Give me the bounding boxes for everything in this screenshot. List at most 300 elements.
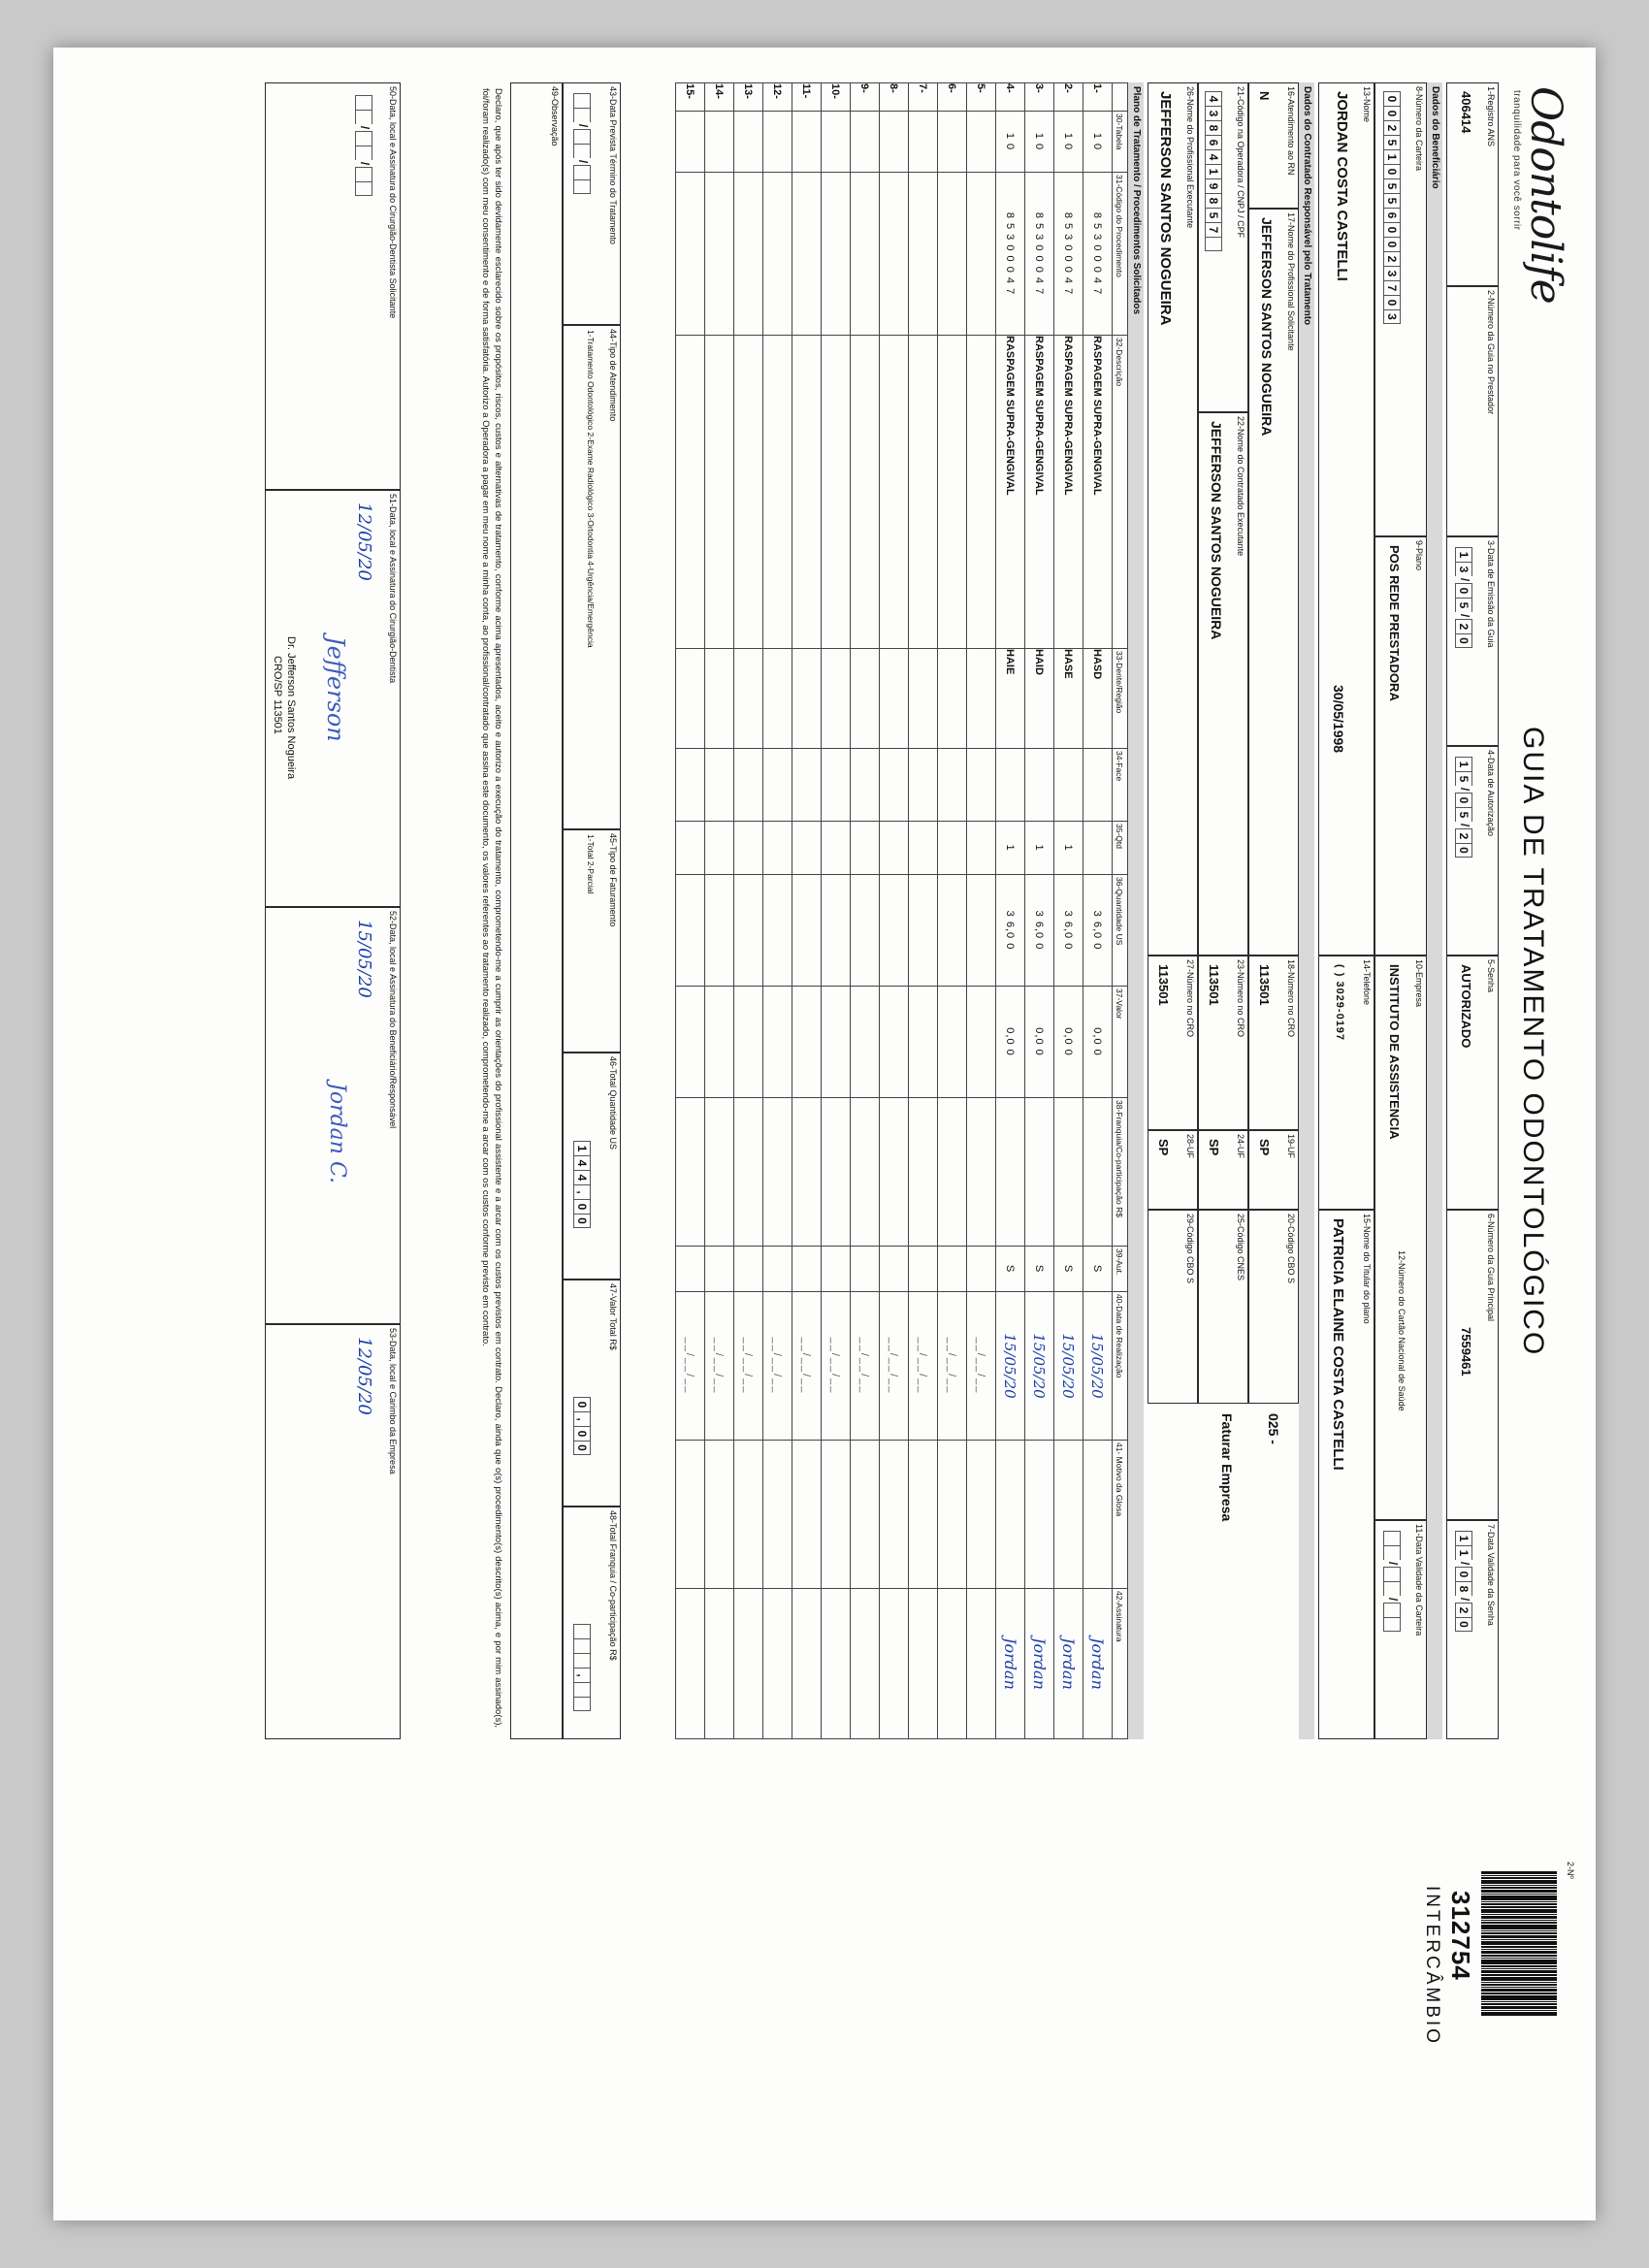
field-label: 29-Código CBO S — [1185, 1214, 1195, 1284]
cell-franquia — [880, 1098, 909, 1247]
field-value: 1 1 / 0 8 / 2 0 — [1455, 1531, 1472, 1632]
cell-tabela — [792, 112, 822, 173]
field-label: 3-Data de Emissão da Guia — [1486, 540, 1496, 648]
cell-assinatura: Jordan — [1083, 1589, 1113, 1739]
cell-aut: S — [996, 1247, 1025, 1292]
cell-descricao — [822, 336, 851, 649]
cell-franquia — [792, 1098, 822, 1247]
field-label: 46-Total Quantidade US — [608, 1056, 618, 1150]
field-label: 28-UF — [1185, 1134, 1195, 1159]
field-label: 48-Total Franquia / Co-participação R$ — [608, 1510, 618, 1661]
section-title-contratado: Dados do Contratado Responsável pelo Tratamento — [1302, 86, 1312, 326]
cell-face — [1083, 749, 1113, 822]
cell-face — [822, 749, 851, 822]
field-data-emissao — [1446, 536, 1499, 746]
cell-us — [938, 875, 967, 987]
handwritten-date: 12/05/20 — [354, 1337, 374, 1415]
field-atendimento-rn — [1248, 82, 1299, 209]
cell-motivo-glosa — [676, 1441, 705, 1589]
table-row — [705, 83, 734, 1739]
field-profissional-solicitante — [1248, 209, 1299, 956]
cell-assinatura — [676, 1589, 705, 1739]
cell-codigo — [880, 173, 909, 336]
field-label: 43-Data Prevista Término do Tratamento — [608, 86, 618, 244]
stamp-name: Dr. Jefferson Santos Nogueira — [285, 636, 297, 780]
exchange-label: INTERCÂMBIO — [1422, 1886, 1442, 2046]
cell-descricao — [880, 336, 909, 649]
cell-assinatura — [763, 1589, 792, 1739]
cell-franquia — [996, 1098, 1025, 1247]
field-plan-code-area — [1248, 1404, 1299, 1739]
cell-valor — [880, 987, 909, 1098]
cell-us — [705, 875, 734, 987]
cell-valor: 0,0 0 — [1025, 987, 1054, 1098]
cell-us: 3 6,0 0 — [1054, 875, 1083, 987]
cell-franquia — [705, 1098, 734, 1247]
table-header-row — [1113, 83, 1128, 1739]
cell-face — [792, 749, 822, 822]
barcode — [1481, 1871, 1557, 2017]
cell-qtd: 1 — [1025, 822, 1054, 875]
field-label: 17-Nome do Profissional Solicitante — [1286, 212, 1296, 351]
field-label: 11-Data Validade da Carteira — [1414, 1524, 1424, 1636]
cell-franquia — [1025, 1098, 1054, 1247]
row-index: 15- — [676, 83, 705, 112]
field-value: 113501 — [1257, 964, 1272, 1006]
cell-valor — [822, 987, 851, 1098]
cell-descricao — [763, 336, 792, 649]
cell-descricao — [705, 336, 734, 649]
field-validade-carteira — [1374, 1520, 1427, 1739]
cell-us — [909, 875, 938, 987]
cell-franquia — [734, 1098, 763, 1247]
field-data-termino — [563, 82, 621, 325]
cell-valor — [676, 987, 705, 1098]
cell-tabela: 1 0 — [1083, 112, 1113, 173]
cell-tabela — [880, 112, 909, 173]
cell-tabela — [676, 112, 705, 173]
field-label: 23-Número no CRO — [1236, 959, 1245, 1038]
field-label: 27-Número no CRO — [1185, 959, 1195, 1038]
cell-tabela: 1 0 — [1025, 112, 1054, 173]
table-row — [822, 83, 851, 1739]
cell-face — [909, 749, 938, 822]
cell-motivo-glosa — [822, 1441, 851, 1589]
cell-data-realizacao: __/__/__ — [676, 1292, 705, 1441]
cell-us — [792, 875, 822, 987]
cell-motivo-glosa — [909, 1441, 938, 1589]
cell-motivo-glosa — [880, 1441, 909, 1589]
field-label: 26-Nome do Profissional Executante — [1185, 86, 1195, 229]
section-band — [1427, 82, 1442, 1739]
field-total-franquia — [563, 1507, 621, 1739]
col-data-realizacao: 40-Data de Realização — [1113, 1292, 1128, 1441]
table-row — [1025, 83, 1054, 1739]
cell-qtd — [909, 822, 938, 875]
cell-us — [822, 875, 851, 987]
field-label: 18-Número no CRO — [1286, 959, 1296, 1038]
field-label: 47-Valor Total R$ — [608, 1283, 618, 1350]
cell-aut — [676, 1247, 705, 1292]
field-cnes — [1198, 1210, 1248, 1404]
cell-dente: HASE — [1054, 649, 1083, 749]
cell-motivo-glosa — [792, 1441, 822, 1589]
field-value: SP — [1257, 1139, 1272, 1156]
row-index: 4- — [996, 83, 1025, 112]
procedures-table — [675, 82, 1128, 1739]
field-label: 9-Plano — [1414, 540, 1424, 571]
table-row — [909, 83, 938, 1739]
field-value: 1 4 4 , 0 0 — [573, 1141, 591, 1228]
section-band — [1128, 82, 1144, 1739]
cell-us — [763, 875, 792, 987]
row-index: 7- — [909, 83, 938, 112]
field-value: SP — [1207, 1139, 1221, 1156]
cell-dente — [676, 649, 705, 749]
row-index: 5- — [967, 83, 996, 112]
cell-dente — [792, 649, 822, 749]
cell-assinatura — [909, 1589, 938, 1739]
col-dente: 33-Dente/Região — [1113, 649, 1128, 749]
field-value: SP — [1156, 1139, 1171, 1156]
row-index: 3- — [1025, 83, 1054, 112]
row-index: 14- — [705, 83, 734, 112]
cell-data-realizacao: __/__/__ — [851, 1292, 880, 1441]
cell-codigo — [938, 173, 967, 336]
cell-dente — [938, 649, 967, 749]
col-aut: 39-Aut. — [1113, 1247, 1128, 1292]
field-value: PATRICIA ELAINE COSTA CASTELLI — [1330, 1218, 1346, 1471]
cell-codigo: 8 5 3 0 0 0 4 7 — [1083, 173, 1113, 336]
field-senha — [1446, 956, 1499, 1210]
field-label: 5-Senha — [1486, 959, 1496, 993]
field-numero-guia-principal — [1446, 1210, 1499, 1520]
table-row — [763, 83, 792, 1739]
cell-dente: HASD — [1083, 649, 1113, 749]
field-validade-senha — [1446, 1520, 1499, 1739]
signature-dentist: Jefferson — [322, 636, 349, 742]
cell-face — [851, 749, 880, 822]
page-title: GUIA DE TRATAMENTO ODONTOLÓGICO — [1517, 727, 1549, 1357]
field-valor-total — [563, 1280, 621, 1507]
cell-motivo-glosa — [763, 1441, 792, 1589]
cell-aut: S — [1083, 1247, 1113, 1292]
cell-dente: HAID — [1025, 649, 1054, 749]
cell-assinatura — [851, 1589, 880, 1739]
cell-motivo-glosa — [938, 1441, 967, 1589]
field-label: 6-Número da Guia Principal — [1486, 1214, 1496, 1322]
cell-dente — [822, 649, 851, 749]
field-observacao — [510, 82, 563, 1739]
billing-note: Faturar Empresa — [1219, 1413, 1235, 1522]
row-index: 11- — [792, 83, 822, 112]
cell-assinatura — [967, 1589, 996, 1739]
cell-assinatura — [822, 1589, 851, 1739]
field-uf-executante — [1198, 1130, 1248, 1210]
row-index: 8- — [880, 83, 909, 112]
cell-us — [880, 875, 909, 987]
field-value: INSTITUTO DE ASSISTENCIA — [1387, 964, 1402, 1140]
cell-dente — [967, 649, 996, 749]
cell-tabela — [909, 112, 938, 173]
cell-data-realizacao: __/__/__ — [792, 1292, 822, 1441]
field-assinatura-dentista — [265, 490, 401, 907]
field-value: N — [1257, 91, 1272, 101]
cell-aut — [763, 1247, 792, 1292]
cell-valor: 0,0 0 — [996, 987, 1025, 1098]
field-assinatura-solicitante — [265, 82, 401, 490]
field-profissional-executante — [1148, 82, 1198, 956]
cell-qtd: 1 — [1054, 822, 1083, 875]
cell-codigo — [763, 173, 792, 336]
cell-valor — [734, 987, 763, 1098]
cell-descricao: RASPAGEM SUPRA-GENGIVAL — [1025, 336, 1054, 649]
cell-codigo: 8 5 3 0 0 0 4 7 — [996, 173, 1025, 336]
cell-face — [880, 749, 909, 822]
field-cro-executante — [1198, 956, 1248, 1130]
cell-data-realizacao: 15/05/20 — [1083, 1292, 1113, 1441]
field-value: JORDAN COSTA CASTELLI — [1334, 91, 1350, 281]
field-value: JEFFERSON SANTOS NOGUEIRA — [1259, 217, 1275, 437]
cell-descricao — [909, 336, 938, 649]
field-value: 1 5 / 0 5 / 2 0 — [1455, 757, 1472, 858]
cell-descricao: RASPAGEM SUPRA-GENGIVAL — [1054, 336, 1083, 649]
field-value: 4 3 8 6 4 1 9 8 5 7 — [1205, 91, 1222, 251]
guide-number: 312754 — [1446, 1891, 1475, 1981]
field-value: 1 3 / 0 5 / 2 0 — [1455, 547, 1472, 648]
cell-aut: S — [1054, 1247, 1083, 1292]
field-contratado-executante — [1198, 412, 1248, 956]
field-numero-guia-prestador — [1446, 286, 1499, 536]
field-value: / / — [1383, 1531, 1401, 1632]
row-index: 12- — [763, 83, 792, 112]
section-band — [1299, 82, 1314, 1739]
cell-descricao — [734, 336, 763, 649]
cell-qtd — [705, 822, 734, 875]
cell-assinatura — [938, 1589, 967, 1739]
field-value: JEFFERSON SANTOS NOGUEIRA — [1157, 91, 1174, 326]
cell-aut — [880, 1247, 909, 1292]
cell-assinatura: Jordan — [1054, 1589, 1083, 1739]
cell-aut — [705, 1247, 734, 1292]
col-codigo: 31-Código do Procedimento — [1113, 173, 1128, 336]
table-row — [676, 83, 705, 1739]
cell-tabela: 1 0 — [1054, 112, 1083, 173]
cell-motivo-glosa — [851, 1441, 880, 1589]
cell-face — [967, 749, 996, 822]
table-row — [734, 83, 763, 1739]
cell-dente — [880, 649, 909, 749]
handwritten-date: 12/05/20 — [354, 502, 374, 581]
field-value: ( ) 3029-0197 — [1334, 964, 1345, 1042]
cell-dente: HAIE — [996, 649, 1025, 749]
cell-descricao — [792, 336, 822, 649]
table-row — [938, 83, 967, 1739]
cell-valor — [851, 987, 880, 1098]
cell-valor — [792, 987, 822, 1098]
table-row — [967, 83, 996, 1739]
cell-qtd — [880, 822, 909, 875]
cell-us — [734, 875, 763, 987]
cell-data-realizacao: __/__/__ — [880, 1292, 909, 1441]
cell-codigo — [851, 173, 880, 336]
field-cro-profissional — [1148, 956, 1198, 1130]
cell-data-realizacao: __/__/__ — [938, 1292, 967, 1441]
cell-us — [676, 875, 705, 987]
cell-codigo — [734, 173, 763, 336]
cell-franquia — [763, 1098, 792, 1247]
cell-tabela — [705, 112, 734, 173]
cell-valor — [705, 987, 734, 1098]
cell-dente — [705, 649, 734, 749]
cell-tabela — [851, 112, 880, 173]
field-label: 15-Nome do Titular do plano — [1362, 1214, 1372, 1324]
legal-block — [404, 82, 510, 1739]
col-face: 34-Face — [1113, 749, 1128, 822]
cell-franquia — [967, 1098, 996, 1247]
plan-code: 025 - — [1266, 1413, 1281, 1444]
cell-dente — [851, 649, 880, 749]
field-uf-profissional — [1148, 1130, 1198, 1210]
cell-assinatura — [792, 1589, 822, 1739]
cell-codigo — [822, 173, 851, 336]
cell-data-realizacao: 15/05/20 — [996, 1292, 1025, 1441]
cell-valor — [938, 987, 967, 1098]
cell-codigo: 8 5 3 0 0 0 4 7 — [1054, 173, 1083, 336]
field-value: AUTORIZADO — [1459, 964, 1473, 1049]
table-row — [792, 83, 822, 1739]
row-index: 13- — [734, 83, 763, 112]
field-data-autorizacao — [1446, 746, 1499, 956]
field-label: 19-UF — [1286, 1134, 1296, 1159]
field-value: 113501 — [1207, 964, 1221, 1006]
cell-motivo-glosa — [705, 1441, 734, 1589]
cell-face — [763, 749, 792, 822]
cell-dente — [734, 649, 763, 749]
cell-franquia — [909, 1098, 938, 1247]
field-value: 0 0 2 5 1 0 5 5 6 0 0 2 3 7 0 3 — [1383, 91, 1401, 324]
field-label: 7-Data Validade da Senha — [1486, 1524, 1496, 1626]
field-value: , — [573, 1624, 591, 1711]
cell-face — [734, 749, 763, 822]
field-label: 45-Tipo de Faturamento — [608, 833, 618, 927]
cell-data-realizacao: __/__/__ — [909, 1292, 938, 1441]
cell-aut — [938, 1247, 967, 1292]
table-row — [851, 83, 880, 1739]
cell-data-realizacao: __/__/__ — [763, 1292, 792, 1441]
col-franquia: 38-Franquia/Co-participação R$ — [1113, 1098, 1128, 1247]
col-assinatura: 42-Assinatura — [1113, 1589, 1128, 1739]
field-label-cns: 12-Número do Cartão Nacional de Saúde — [1397, 1250, 1406, 1411]
cell-qtd — [851, 822, 880, 875]
cell-face — [705, 749, 734, 822]
cell-qtd — [763, 822, 792, 875]
table-row — [996, 83, 1025, 1739]
field-value: 406414 — [1459, 91, 1473, 134]
cell-qtd — [792, 822, 822, 875]
field-value: 0 , 0 0 — [573, 1397, 591, 1455]
cell-codigo — [676, 173, 705, 336]
copy-number-label: 2-Nº — [1566, 1862, 1575, 1879]
cell-codigo — [967, 173, 996, 336]
cell-motivo-glosa — [996, 1441, 1025, 1589]
field-label: 1-Registro ANS — [1486, 86, 1496, 147]
cell-face — [938, 749, 967, 822]
field-value: 7559461 — [1459, 1327, 1473, 1377]
cell-aut — [851, 1247, 880, 1292]
cell-tabela — [763, 112, 792, 173]
cell-face — [996, 749, 1025, 822]
field-birthdate: 30/05/1998 — [1331, 685, 1346, 754]
cell-franquia — [1083, 1098, 1113, 1247]
cell-descricao — [938, 336, 967, 649]
cell-motivo-glosa — [1054, 1441, 1083, 1589]
row-index: 6- — [938, 83, 967, 112]
field-telefone — [1318, 956, 1374, 1210]
section-title-plano: Plano de Tratamento / Procedimentos Solicitados — [1131, 86, 1142, 315]
col-motivo-glosa: 41- Motivo da Glosa — [1113, 1441, 1128, 1589]
cell-aut: S — [1025, 1247, 1054, 1292]
field-label: 20-Código CBO S — [1286, 1214, 1296, 1284]
row-index: 1- — [1083, 83, 1113, 112]
cell-us — [851, 875, 880, 987]
cell-qtd — [822, 822, 851, 875]
cell-codigo — [909, 173, 938, 336]
table-row — [1083, 83, 1113, 1739]
cell-descricao: RASPAGEM SUPRA-GENGIVAL — [1083, 336, 1113, 649]
signature-beneficiary: Jordan C. — [325, 1083, 349, 1183]
field-codigo-operadora — [1198, 82, 1248, 412]
date-value: / / — [355, 95, 372, 196]
field-empresa — [1374, 956, 1427, 1520]
stamp-cro: CRO/SP 113501 — [272, 656, 283, 734]
cell-codigo: 8 5 3 0 0 0 4 7 — [1025, 173, 1054, 336]
field-label: 4-Data de Autorização — [1486, 750, 1496, 837]
cell-descricao — [967, 336, 996, 649]
cell-franquia — [938, 1098, 967, 1247]
cell-motivo-glosa — [734, 1441, 763, 1589]
handwritten-date: 15/05/20 — [354, 920, 374, 998]
field-label: 50-Data, local e Assinatura do Cirurgião-Dentista Solicitante — [388, 86, 398, 319]
cell-face — [1054, 749, 1083, 822]
cell-data-realizacao: __/__/__ — [822, 1292, 851, 1441]
cell-dente — [909, 649, 938, 749]
field-label: 16-Atendimento ao RN — [1286, 86, 1296, 176]
cell-assinatura: Jordan — [1025, 1589, 1054, 1739]
field-label: 13-Nome — [1362, 86, 1372, 123]
col-descricao: 32-Descrição — [1113, 336, 1128, 649]
field-value: / / — [573, 93, 591, 194]
field-nome-beneficiario — [1318, 82, 1374, 956]
field-uf-solicitante — [1248, 1130, 1299, 1210]
cell-motivo-glosa — [1025, 1441, 1054, 1589]
field-assinatura-beneficiario — [265, 907, 401, 1324]
brand-logo: Odontolife — [1521, 86, 1570, 304]
cell-assinatura: Jordan — [996, 1589, 1025, 1739]
cell-dente — [763, 649, 792, 749]
cell-data-realizacao: 15/05/20 — [1025, 1292, 1054, 1441]
cell-codigo — [792, 173, 822, 336]
cell-codigo — [705, 173, 734, 336]
cell-qtd — [734, 822, 763, 875]
col-qtd: 35-Qtd — [1113, 822, 1128, 875]
cell-descricao — [676, 336, 705, 649]
cell-aut — [909, 1247, 938, 1292]
field-options: 1-Total 2-Parcial — [586, 834, 596, 894]
field-numero-carteira — [1374, 82, 1427, 536]
cell-descricao: RASPAGEM SUPRA-GENGIVAL — [996, 336, 1025, 649]
cell-franquia — [1054, 1098, 1083, 1247]
